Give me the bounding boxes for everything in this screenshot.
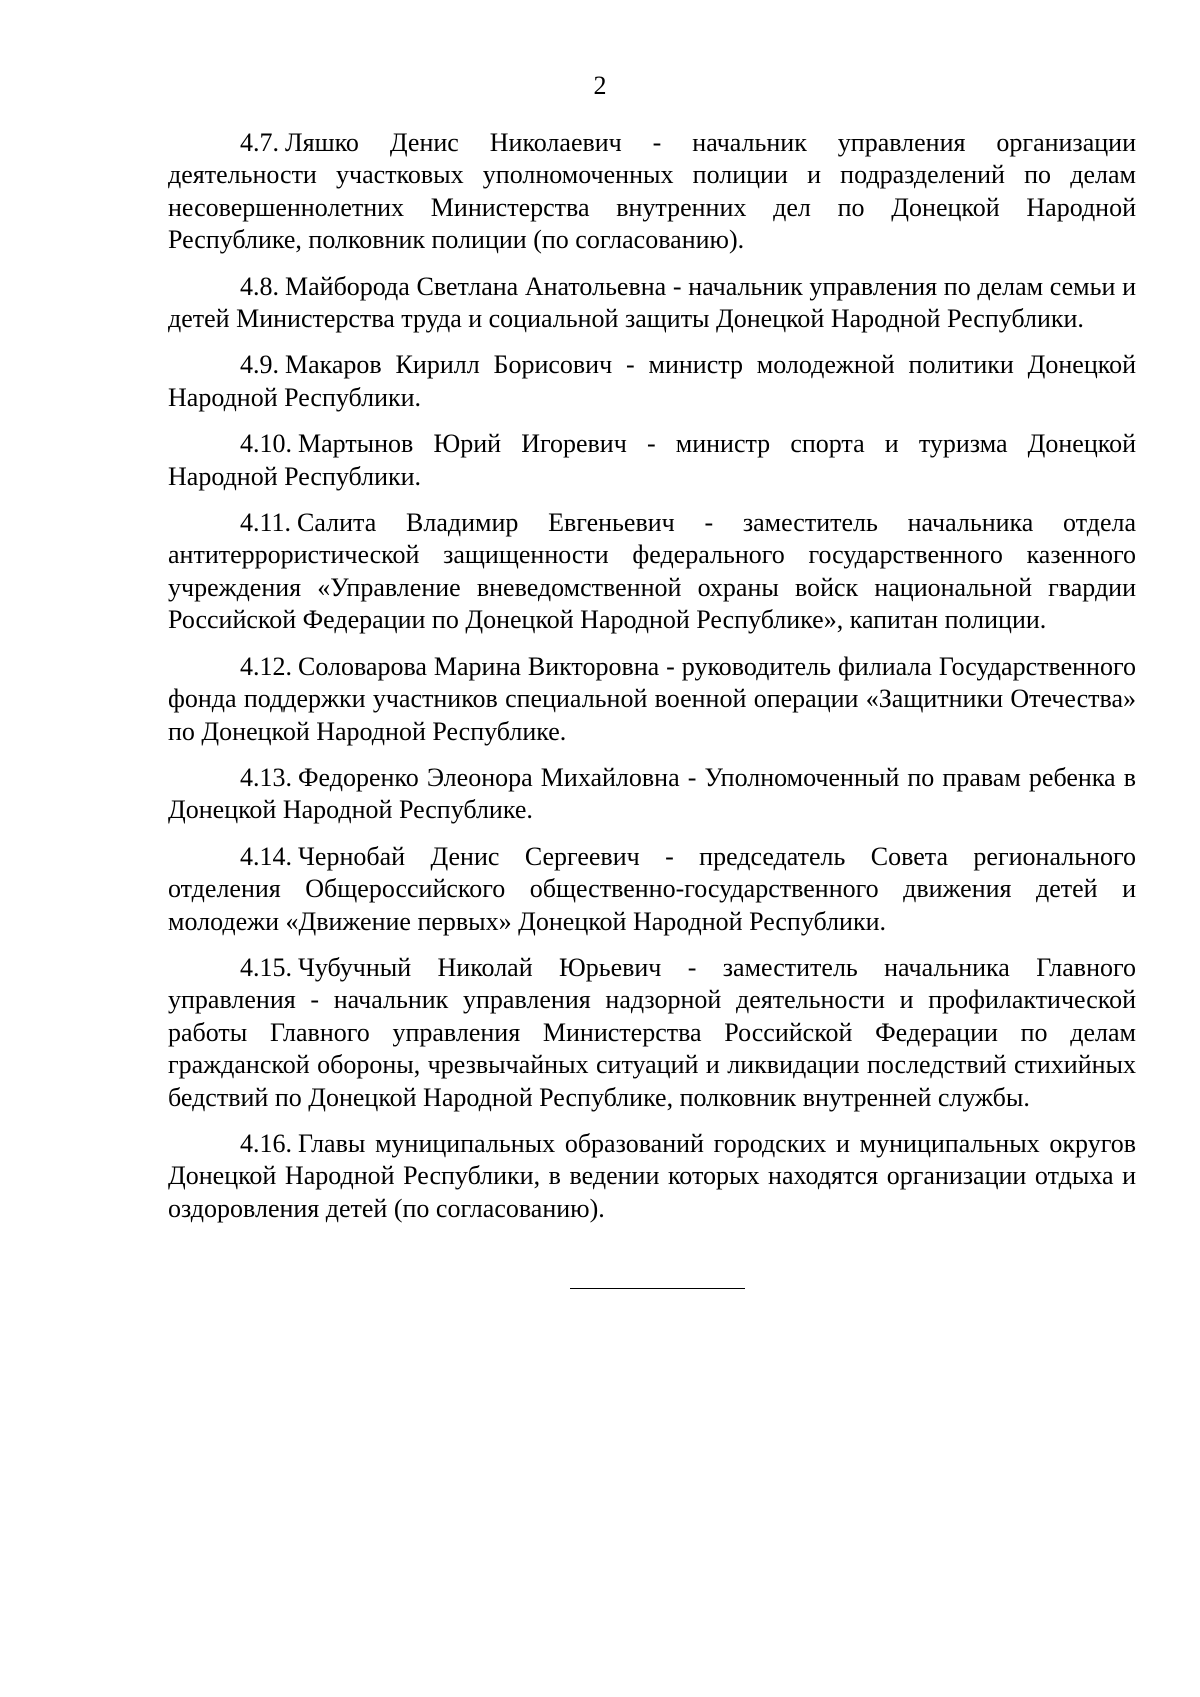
item-number: 4.12. (240, 651, 292, 681)
list-item (168, 651, 1136, 748)
list-item (168, 349, 1136, 414)
item-text: Макаров Кирилл Борисович - министр молодежной политики Донецкой Народной Республики. (168, 350, 1136, 412)
list-item (168, 841, 1136, 938)
item-text: Главы муниципальных образований городских и муниципальных округов Донецкой Народной Республики, в ведении которых находятся организации отдыха и оздоровления детей (по согласованию). (168, 1128, 1136, 1223)
item-number: 4.7. (240, 128, 279, 157)
item-number: 4.15. (240, 952, 292, 982)
item-number: 4.8. (240, 271, 279, 301)
item-text: Соловарова Марина Викторовна - руководитель филиала Государственного фонда поддержки участников специальной военной операции «Защитники Отечества» по Донецкой Народной Республике. (168, 651, 1136, 746)
list-item (168, 428, 1136, 493)
item-number: 4.13. (240, 762, 292, 792)
item-number: 4.11. (240, 508, 292, 538)
item-text: Майборода Светлана Анатольевна - начальник управления по делам семьи и детей Министерства труда и социальной защиты Донецкой Народной Республики. (168, 271, 1136, 334)
item-text: Салита Владимир Евгеньевич - заместитель начальника отдела антитеррористической защищенности федерального государственного казенного учреждения «Управление вневедомственной охраны войск национальной гвардии Российской Федерации по Донецкой Народной Республике», капитан полиции. (168, 508, 1136, 635)
item-number: 4.16. (240, 1128, 292, 1158)
item-text: Ляшко Денис Николаевич - начальник управления организации деятельности участковых уполномоченных полиции и подразделений по делам несовершеннолетних Министерства внутренних дел по Донецкой Народной Республике, полковник полиции (по согласованию). (168, 128, 1136, 255)
item-number: 4.10. (240, 429, 292, 459)
list-item (168, 952, 1136, 1114)
item-number: 4.14. (240, 841, 292, 871)
list-item (168, 507, 1136, 637)
item-text: Чубучный Николай Юрьевич - заместитель начальника Главного управления - начальник управления надзорной деятельности и профилактической работы Главного управления Министерства Российской Федерации по делам гражданской обороны, чрезвычайных ситуаций и ликвидации последствий стихийных бедствий по Донецкой Народной Республике, полковник внутренней службы. (168, 952, 1136, 1112)
item-text: Федоренко Элеонора Михайловна - Уполномоченный по правам ребенка в Донецкой Народной Республике. (168, 762, 1136, 825)
list-item (168, 762, 1136, 827)
item-number: 4.9. (240, 350, 279, 380)
item-text: Чернобай Денис Сергеевич - председатель Совета регионального отделения Общероссийского общественно-государственного движения детей и молодежи «Движение первых» Донецкой Народной Республики. (168, 841, 1136, 936)
end-divider (570, 1288, 745, 1289)
list-item (168, 1128, 1136, 1225)
list-item (168, 127, 1136, 257)
list-item (168, 271, 1136, 336)
member-list (168, 127, 1136, 1239)
page-number: 2 (593, 71, 607, 100)
item-text: Мартынов Юрий Игоревич - министр спорта и туризма Донецкой Народной Республики. (168, 429, 1136, 491)
